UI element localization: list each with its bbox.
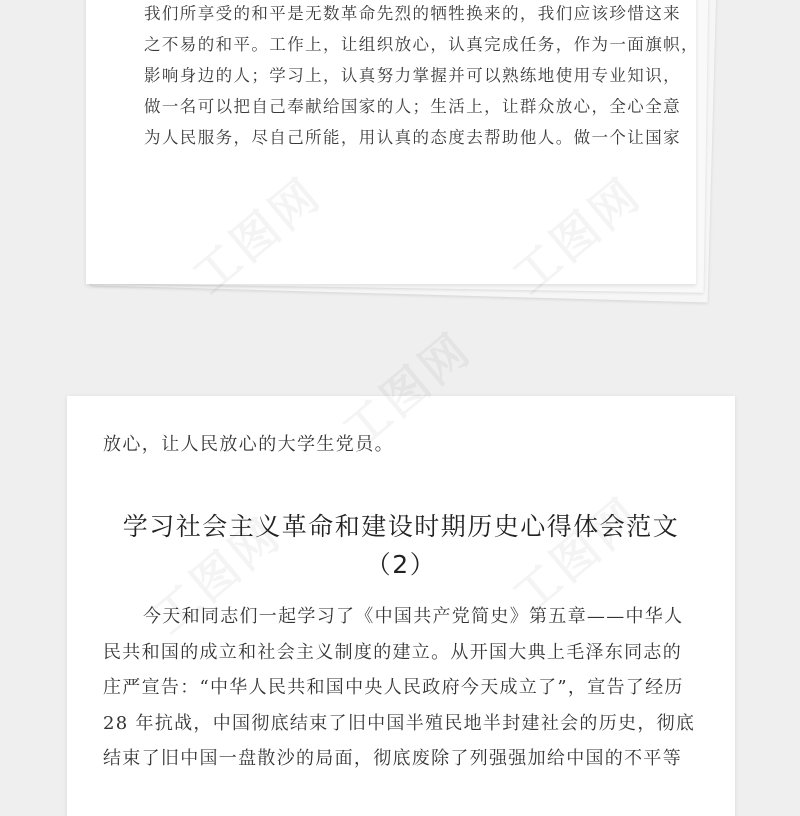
top-document-page [86, 0, 699, 284]
text-line: 做一名可以把自己奉献给国家的人；生活上，让群众放心，全心全意 [144, 97, 681, 116]
text-line: 庄严宣告：“中华人民共和国中央人民政府今天成立了”，宣告了经历 [103, 677, 684, 698]
body-paragraph [103, 599, 703, 777]
text-line: 我们所享受的和平是无数革命先烈的牺牲换来的，我们应该珍惜这来 [144, 4, 681, 23]
document-title-line: 学习社会主义革命和建设时期历史心得体会范文 [122, 512, 680, 541]
text-line: 之不易的和平。工作上，让组织放心，认真完成任务，作为一面旗帜， [144, 35, 699, 54]
top-page-text [144, 0, 699, 153]
text-line: 28 年抗战，中国彻底结束了旧中国半殖民地半封建社会的历史，彻底 [103, 712, 696, 734]
document-title-number: （2） [365, 550, 437, 579]
text-line: 民共和国的成立和社会主义制度的建立。从开国大典上毛泽东同志的 [103, 641, 682, 663]
text-line: 影响身边的人；学习上，认真努力掌握并可以熟练地使用专业知识， [144, 66, 681, 85]
document-title [67, 508, 735, 584]
text-line: 今天和同志们一起学习了《中国共产党简史》第五章——中华人 [143, 606, 684, 627]
bottom-document-page [67, 396, 735, 816]
top-page-stack [86, 0, 706, 296]
text-line: 为人民服务，尽自己所能，用认真的态度去帮助他人。做一个让国家 [144, 128, 681, 147]
text-line: 结束了旧中国一盘散沙的局面，彻底废除了列强强加给中国的不平等 [103, 748, 682, 769]
continued-text-line: 放心，让人民放心的大学生党员。 [103, 434, 394, 455]
